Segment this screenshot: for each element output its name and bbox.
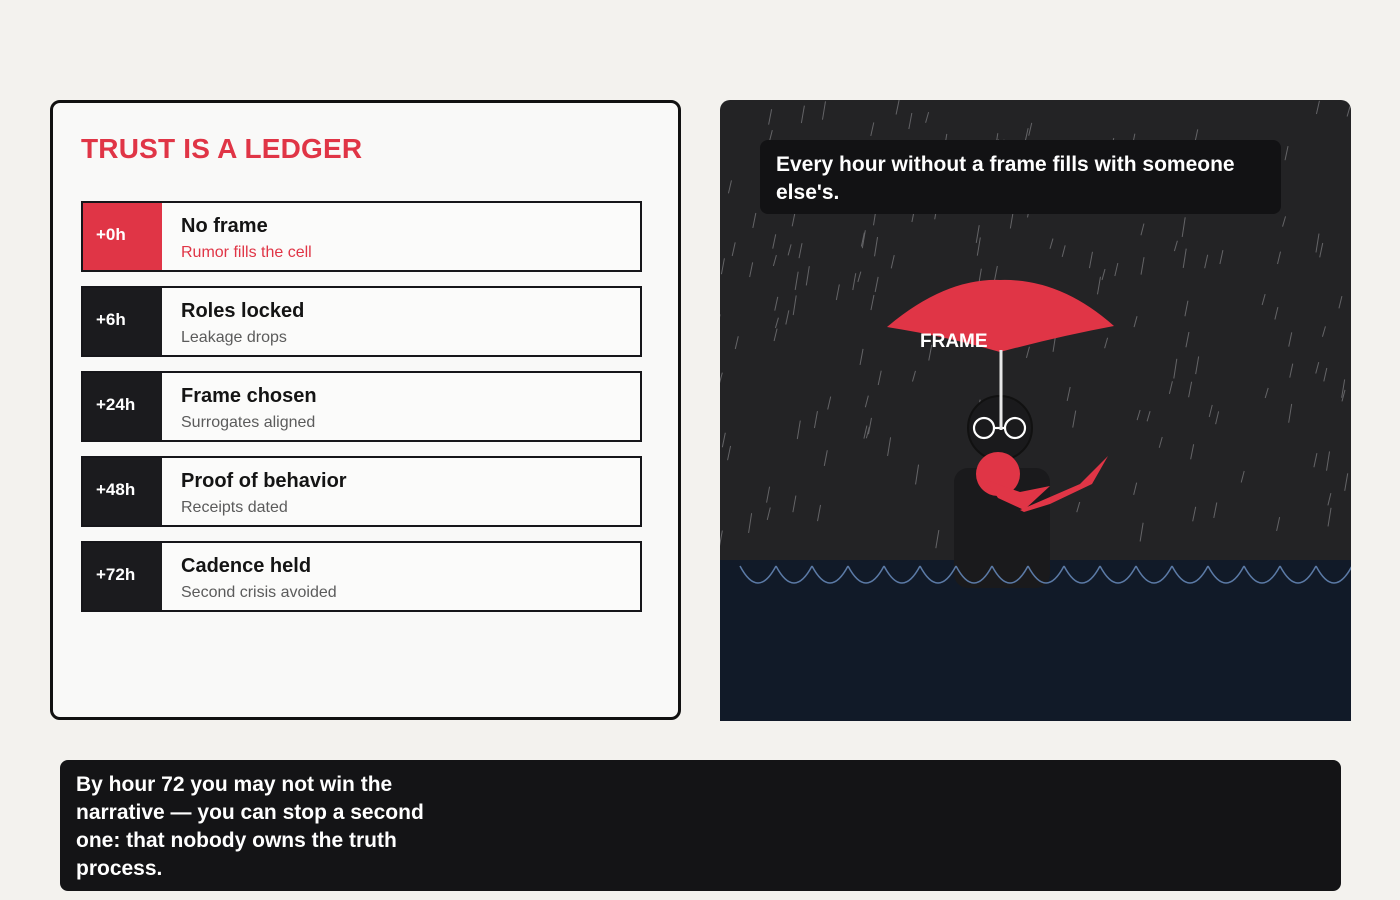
rain-drop — [1189, 382, 1192, 398]
ledger-row-72h — [81, 541, 642, 612]
rain-drop — [720, 531, 722, 547]
rain-drop — [836, 284, 839, 300]
rain-drop — [1289, 404, 1292, 423]
rain-drop — [786, 310, 789, 324]
rain-drop — [853, 273, 856, 290]
rain-drop — [1137, 410, 1140, 420]
rain-drop — [1328, 508, 1331, 527]
rain-drop — [1115, 263, 1118, 276]
bottom-caption-text: By hour 72 you may not win the narrative — you can stop a second one: that nobody owns the truth process. — [76, 773, 424, 880]
rain-drop — [976, 225, 979, 243]
rain-drop — [1277, 517, 1280, 531]
rain-drop — [1089, 252, 1092, 268]
rain-drop — [1241, 471, 1244, 482]
rain-drop — [773, 255, 776, 266]
rain-drop — [788, 244, 791, 255]
rain-drop — [977, 237, 980, 255]
rain-drop — [1169, 381, 1172, 394]
rain-drop — [775, 318, 778, 328]
ledger-sub: Rumor fills the cell — [181, 244, 312, 261]
rain-drop — [860, 349, 863, 365]
rain-drop — [1265, 388, 1268, 398]
rain-drop — [1339, 296, 1342, 308]
rain-drop — [1026, 347, 1029, 358]
rain-drop — [868, 418, 871, 434]
ledger-name: Frame chosen — [181, 385, 317, 407]
ledger-time: +0h — [83, 203, 162, 270]
ledger-sub: Surrogates aligned — [181, 414, 316, 431]
rain-drop — [1062, 245, 1065, 257]
scene-caption: Every hour without a frame fills with someone else's. — [760, 140, 1281, 214]
rain-drop — [875, 237, 878, 256]
ledger-name: Roles locked — [181, 300, 305, 322]
rain-drop — [773, 234, 776, 248]
rain-drop — [1134, 483, 1137, 495]
rain-drop — [878, 371, 881, 385]
rain-drop — [1290, 364, 1293, 378]
rain-drop — [767, 487, 770, 503]
rain-drop — [1182, 217, 1185, 237]
rain-drop — [1105, 338, 1108, 349]
rain-drop — [912, 371, 915, 382]
rain-drop — [749, 513, 752, 533]
ledger-text — [162, 373, 317, 440]
rain-drop — [896, 100, 899, 115]
rain-drop — [1347, 106, 1350, 116]
ledger-list — [81, 201, 642, 626]
ledger-sub: Leakage drops — [181, 329, 287, 346]
rain-drop — [1327, 451, 1330, 470]
rain-drop — [871, 295, 874, 310]
rain-drop — [1159, 437, 1162, 448]
rain-drop — [865, 396, 868, 408]
rain-drop — [750, 262, 753, 277]
rain-drop — [775, 297, 778, 311]
rain-scene — [720, 100, 1351, 721]
rain-drop — [795, 272, 798, 290]
rain-drop — [806, 266, 809, 285]
ledger-name: Proof of behavior — [181, 470, 347, 492]
rain-drop — [735, 336, 738, 349]
rain-drop — [1314, 453, 1317, 467]
rain-drop — [909, 113, 912, 129]
rain-drop — [1283, 216, 1286, 226]
ledger-row-6h — [81, 286, 642, 357]
bottom-caption — [60, 760, 1341, 891]
rain-drop — [1185, 301, 1188, 317]
rain-drop — [828, 397, 831, 410]
rain-drop — [1067, 387, 1070, 401]
ledger-text — [162, 203, 312, 270]
rain-drop — [797, 421, 800, 440]
rain-drop — [814, 411, 817, 428]
rain-drop — [1216, 411, 1219, 424]
rain-drop — [1191, 444, 1194, 459]
rain-drop — [1285, 146, 1288, 160]
rain-drop — [1316, 362, 1319, 373]
rain-drop — [1141, 257, 1144, 274]
ledger-text — [162, 458, 347, 525]
rain-drop — [1214, 503, 1217, 518]
ledger-row-0h — [81, 201, 642, 272]
rain-drop — [1205, 255, 1208, 269]
rain-drop — [801, 106, 804, 123]
ledger-title: TRUST IS A LEDGER — [81, 133, 363, 164]
rain-drop — [888, 437, 891, 456]
rain-drop — [1097, 277, 1100, 295]
ledger-time: +48h — [83, 458, 162, 525]
rain-drop — [774, 329, 777, 341]
rain-drop — [1262, 294, 1265, 305]
rain-drop — [1174, 359, 1177, 379]
ledger-time: +72h — [83, 543, 162, 610]
umbrella-label: FRAME — [920, 331, 988, 352]
rain-drop — [858, 272, 861, 282]
rain-drop — [994, 266, 997, 281]
rain-drop — [1289, 332, 1292, 346]
rain-drop — [1196, 356, 1199, 374]
rain-drop — [824, 450, 827, 466]
rain-drop — [793, 295, 796, 315]
rain-drop — [916, 465, 919, 485]
rain-drop — [728, 446, 731, 460]
rain-drop — [1324, 368, 1327, 381]
rain-drop — [767, 508, 770, 520]
rain-drop — [1193, 507, 1196, 521]
rain-drop — [721, 258, 724, 274]
ledger-row-48h — [81, 456, 642, 527]
ledger-panel — [50, 100, 681, 720]
rain-drop — [1183, 249, 1186, 268]
rain-drop — [1320, 243, 1323, 257]
rain-drop — [936, 530, 939, 548]
rain-drop — [722, 433, 725, 448]
rain-drop — [799, 243, 802, 258]
rain-drop — [871, 122, 874, 136]
rain-drop — [818, 505, 821, 521]
rain-drop — [728, 180, 731, 193]
ledger-text — [162, 543, 337, 610]
ledger-time: +24h — [83, 373, 162, 440]
rain-drop — [1345, 473, 1348, 491]
rain-drop — [1174, 241, 1177, 251]
rain-drop — [732, 242, 735, 256]
rain-drop — [753, 213, 756, 228]
rain-drop — [1077, 502, 1080, 512]
ledger-name: Cadence held — [181, 555, 312, 577]
rain-drop — [1073, 411, 1076, 428]
rain-drop — [822, 101, 825, 119]
rain-drop — [1209, 405, 1212, 417]
ledger-name: No frame — [181, 215, 268, 237]
rain-drop — [793, 496, 796, 513]
rain-drop — [926, 112, 929, 123]
ledger-text — [162, 288, 304, 355]
ledger-sub: Receipts dated — [181, 499, 288, 516]
rain-drop — [1316, 234, 1319, 253]
ledger-sub: Second crisis avoided — [181, 584, 337, 601]
rain-drop — [1220, 250, 1223, 264]
rain-drop — [769, 109, 772, 124]
rain-drop — [891, 255, 894, 268]
rain-drop — [1186, 332, 1189, 347]
rain-drop — [1316, 101, 1319, 114]
rain-drop — [1140, 523, 1143, 542]
rain-drop — [1322, 326, 1325, 336]
rain-drop — [1141, 224, 1144, 236]
rain-drop — [1029, 123, 1032, 136]
rain-drop — [1328, 493, 1331, 505]
rain-drop — [1147, 411, 1150, 421]
rain-drop — [720, 373, 722, 384]
rain-drop — [1102, 269, 1105, 280]
rain-drop — [875, 277, 878, 292]
rain-drop — [1278, 252, 1281, 264]
rain-drop — [1275, 307, 1278, 319]
rain-drop — [1050, 239, 1053, 249]
ledger-row-24h — [81, 371, 642, 442]
ledger-time: +6h — [83, 288, 162, 355]
rain-drop — [1134, 316, 1137, 327]
